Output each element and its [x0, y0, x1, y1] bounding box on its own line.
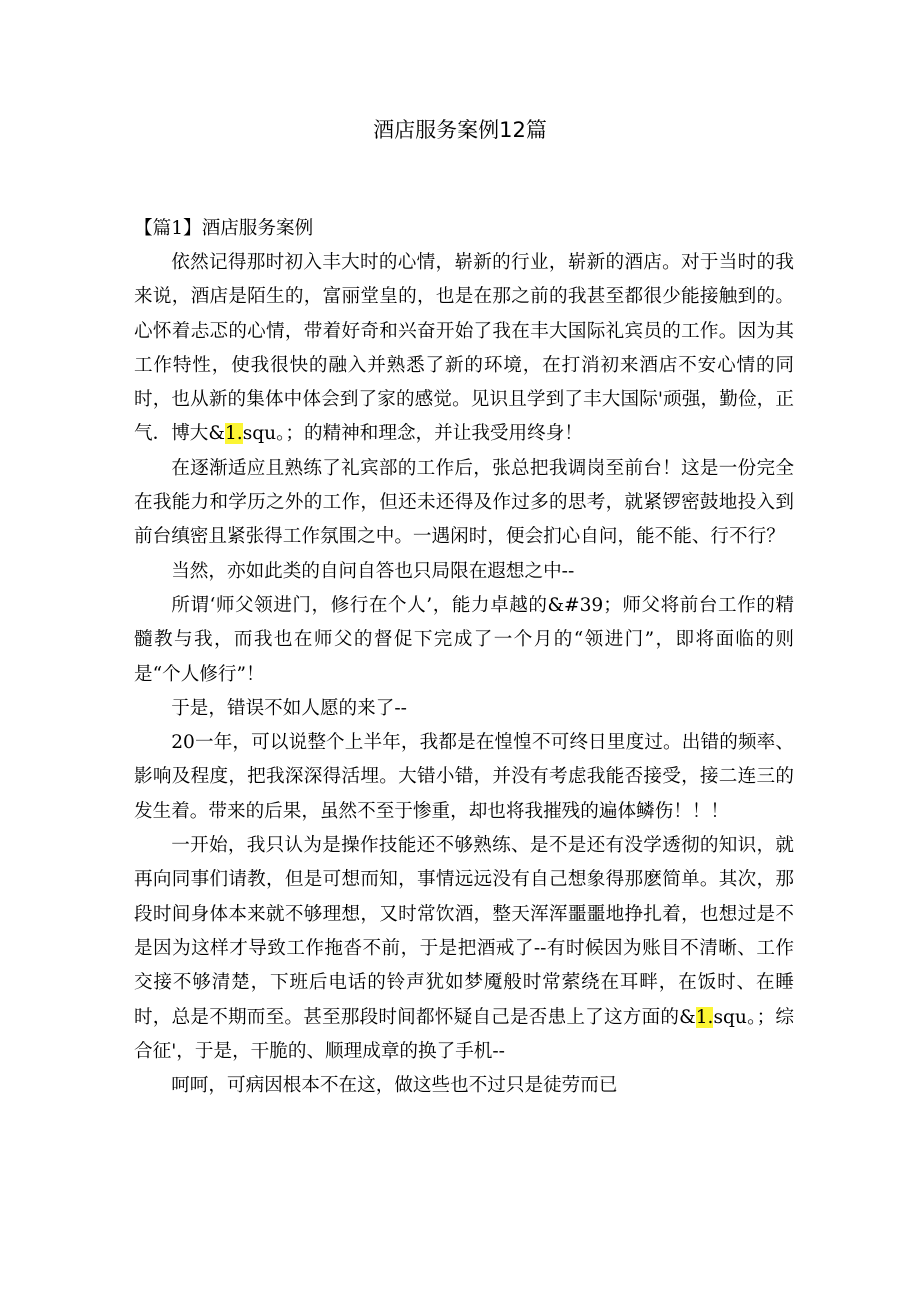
highlighted-text: 1. — [224, 423, 243, 445]
highlighted-text: 1. — [695, 1006, 714, 1028]
paragraph-6 — [134, 726, 794, 829]
paragraph-1 — [134, 246, 794, 452]
paragraph-text: 一开始，我只认为是操作技能还不够熟练、是不是还有没学透彻的知识，就再向同事们请教，但是可想而知，事情远远没有自己想象得那麽简单。其次，那段时间身体本来就不够理想，又时常饮酒，整天浑浑噩噩地挣扎着，也想过是不是因为这样才导致工作拖沓不前，于是把酒戒了--有时候因为账目不清晰、工作交接不够清楚，下班后电话的铃声犹如梦魇般时常萦绕在耳畔，在饭时、在睡时，总是不期而至。甚至那段时间都怀疑自己是否患上了这方面的& — [134, 835, 794, 1028]
document-body — [134, 212, 794, 1103]
paragraph-text: 20一年，可以说整个上半年，我都是在惶惶不可终日里度过。出错的频率、影响及程度，把我深深得活埋。大错小错，并没有考虑我能否接受，接二连三的发生着。带来的后果，虽然不至于惨重，却也将我摧残的遍体鳞伤！！！ — [134, 732, 794, 822]
section-heading: 【篇1】酒店服务案例 — [134, 218, 314, 239]
paragraph-text: squ。；综合征'，于是，干脆的、顺理成章的换了手机-- — [134, 1006, 794, 1062]
document-title: 酒店服务案例12篇 — [373, 118, 547, 142]
paragraph-5 — [134, 692, 794, 726]
paragraph-4 — [134, 589, 794, 692]
paragraph-3 — [134, 555, 794, 589]
paragraph-text: 依然记得那时初入丰大时的心情，崭新的行业，崭新的酒店。对于当时的我来说，酒店是陌生的，富丽堂皇的，也是在那之前的我甚至都很少能接触到的。心怀着忐忑的心情，带着好奇和兴奋开始了我在丰大国际礼宾员的工作。因为其工作特性，使我很快的融入并熟悉了新的环境，在打消初来酒店不安心情的同时，也从新的集体中体会到了家的感觉。见识且学到了丰大国际'顽强，勤俭，正气．博大& — [134, 252, 794, 445]
paragraph-text: 当然，亦如此类的自问自答也只局限在遐想之中-- — [171, 560, 575, 582]
paragraph-text: 在逐渐适应且熟练了礼宾部的工作后，张总把我调岗至前台！这是一份完全在我能力和学历之外的工作，但还未还得及作过多的思考，就紧锣密鼓地投入到前台缜密且紧张得工作氛围之中。一遇闲时，便会扪心自问，能不能、行不行？ — [134, 457, 794, 548]
paragraph-2 — [134, 452, 794, 555]
paragraph-text: 所谓‘师父领进门，修行在个人’，能力卓越的&#39；师父将前台工作的精髓教与我，而我也在师父的督促下完成了一个月的“领进门”，即将面临的则是“个人修行”！ — [134, 594, 794, 685]
paragraph-7 — [134, 829, 794, 1069]
paragraph-text: 呵呵，可病因根本不在这，做这些也不过只是徒劳而已 — [171, 1075, 618, 1097]
paragraph-text: squ。；的精神和理念，并让我受用终身！ — [242, 423, 583, 445]
paragraph-8 — [134, 1069, 794, 1103]
paragraph-text: 于是，错误不如人愿的来了-- — [171, 697, 407, 719]
